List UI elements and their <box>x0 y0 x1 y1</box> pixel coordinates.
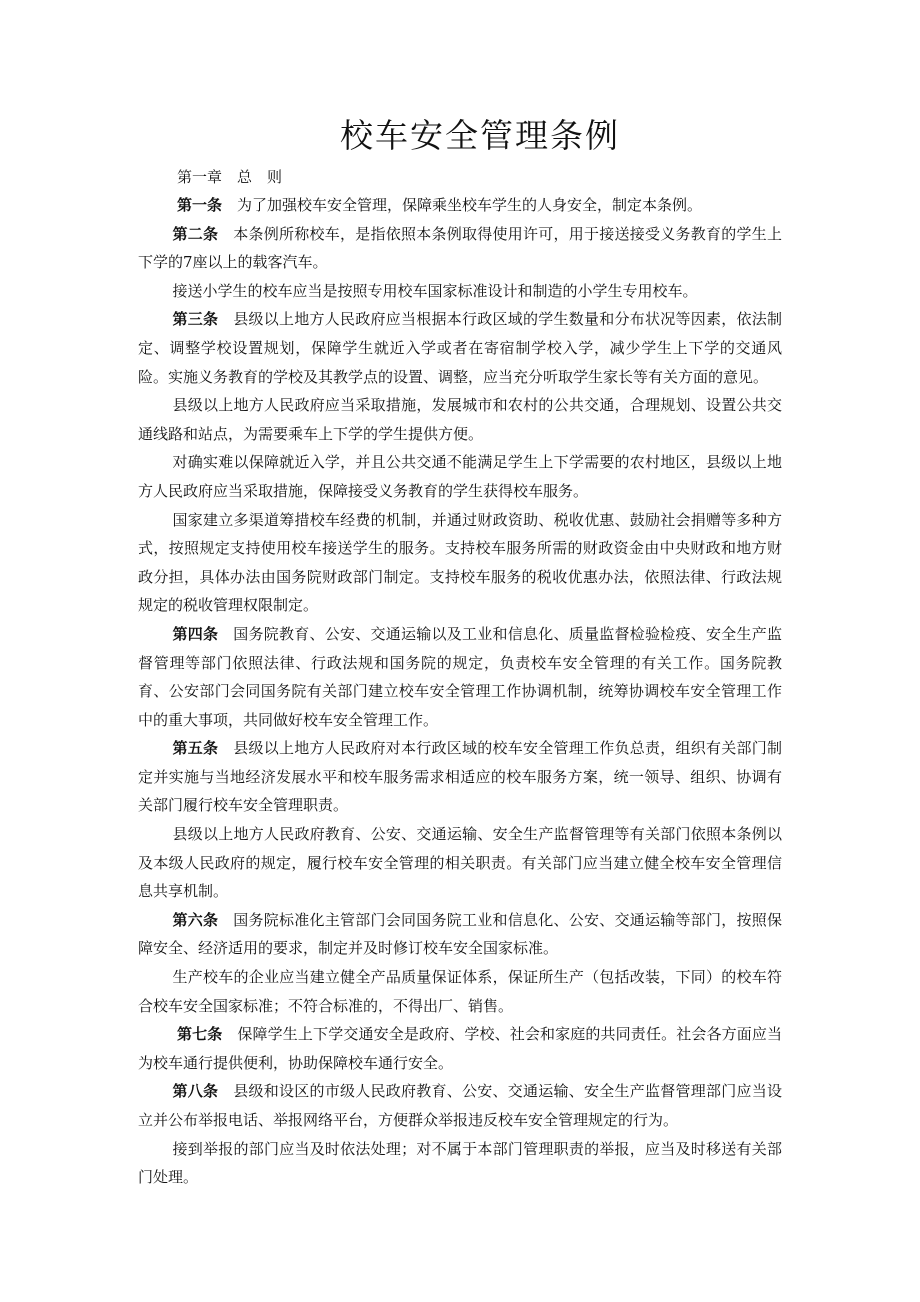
paragraph <box>138 448 782 505</box>
paragraph-text: 接送小学生的校车应当是按照专用校车国家标准设计和制造的小学生专用校车。 <box>172 281 698 300</box>
paragraph-text: 县级以上地方人民政府对本行政区域的校车安全管理工作负总责，组织有关部门制定并实施与当地经济发展水平和校车服务需求相适应的校车服务方案，统一领导、组织、协调有关部门履行校车安全管理职责。 <box>138 739 782 815</box>
paragraph-text: 县级和设区的市级人民政府教育、公安、交通运输、安全生产监督管理部门应当设立并公布举报电话、举报网络平台，方便群众举报违反校车安全管理规定的行为。 <box>138 1082 782 1129</box>
paragraph <box>138 1020 782 1077</box>
document-body <box>138 191 782 1192</box>
article-number: 第八条 <box>172 1082 219 1101</box>
article-number: 第二条 <box>172 224 219 243</box>
paragraph-text: 接到举报的部门应当及时依法处理；对不属于本部门管理职责的举报，应当及时移送有关部门处理。 <box>138 1139 782 1187</box>
paragraph <box>138 734 782 820</box>
paragraph <box>138 277 782 306</box>
paragraph-text: 保障学生上下学交通安全是政府、学校、社会和家庭的共同责任。社会各方面应当为校车通行提供便利，协助保障校车通行安全。 <box>138 1025 782 1072</box>
paragraph-text: 县级以上地方人民政府应当采取措施，发展城市和农村的公共交通，合理规划、设置公共交通线路和站点，为需要乘车上下学的学生提供方便。 <box>138 396 782 443</box>
chapter-heading: 第一章 总 则 <box>177 168 283 186</box>
paragraph <box>138 220 782 277</box>
paragraph <box>138 963 782 1020</box>
paragraph-text: 国家建立多渠道筹措校车经费的机制，并通过财政资助、税收优惠、鼓励社会捐赠等多种方式，按照规定支持使用校车接送学生的服务。支持校车服务所需的财政资金由中央财政和地方财政分担，具体办法由国务院财政部门制定。支持校车服务的税收优惠办法，依照法律、行政法规规定的税收管理权限制定。 <box>138 510 782 615</box>
article-number: 第七条 <box>177 1025 223 1044</box>
paragraph <box>138 620 782 734</box>
paragraph-text: 生产校车的企业应当建立健全产品质量保证体系，保证所生产（包括改装，下同）的校车符合校车安全国家标准；不符合标准的，不得出厂、销售。 <box>138 968 782 1015</box>
article-number: 第六条 <box>172 910 219 929</box>
paragraph <box>138 906 782 963</box>
article-number: 第五条 <box>172 739 219 758</box>
paragraph <box>138 191 782 220</box>
paragraph <box>138 391 782 448</box>
article-number: 第四条 <box>172 624 219 643</box>
paragraph-text: 县级以上地方人民政府应当根据本行政区域的学生数量和分布状况等因素，依法制定、调整学校设置规划，保障学生就近入学或者在寄宿制学校入学，减少学生上下学的交通风险。实施义务教育的学校及其教学点的设置、调整，应当充分听取学生家长等有关方面的意见。 <box>138 310 782 386</box>
paragraph-text: 为了加强校车安全管理，保障乘坐校车学生的人身安全，制定本条例。 <box>237 196 703 214</box>
article-number: 第三条 <box>172 310 219 329</box>
paragraph <box>138 1077 782 1134</box>
paragraph-text: 对确实难以保障就近入学，并且公共交通不能满足学生上下学需要的农村地区，县级以上地方人民政府应当采取措施，保障接受义务教育的学生获得校车服务。 <box>138 453 782 500</box>
paragraph <box>138 506 782 620</box>
paragraph-text: 县级以上地方人民政府教育、公安、交通运输、安全生产监督管理等有关部门依照本条例以及本级人民政府的规定，履行校车安全管理的相关职责。有关部门应当建立健全校车安全管理信息共享机制。 <box>138 825 782 901</box>
paragraph-text: 国务院标准化主管部门会同国务院工业和信息化、公安、交通运输等部门，按照保障安全、经济适用的要求，制定并及时修订校车安全国家标准。 <box>138 910 782 958</box>
paragraph <box>138 820 782 906</box>
page-title: 校车安全管理条例 <box>340 116 620 155</box>
paragraph <box>138 305 782 391</box>
paragraph-text: 国务院教育、公安、交通运输以及工业和信息化、质量监督检验检疫、安全生产监督管理等部门依照法律、行政法规和国务院的规定，负责校车安全管理的有关工作。国务院教育、公安部门会同国务院有关部门建立校车安全管理工作协调机制，统筹协调校车安全管理工作中的重大事项，共同做好校车安全管理工作。 <box>138 624 782 729</box>
paragraph <box>138 1135 782 1192</box>
paragraph-text: 本条例所称校车，是指依照本条例取得使用许可，用于接送接受义务教育的学生上下学的7座以上的载客汽车。 <box>138 224 782 272</box>
article-number: 第一条 <box>177 196 223 214</box>
